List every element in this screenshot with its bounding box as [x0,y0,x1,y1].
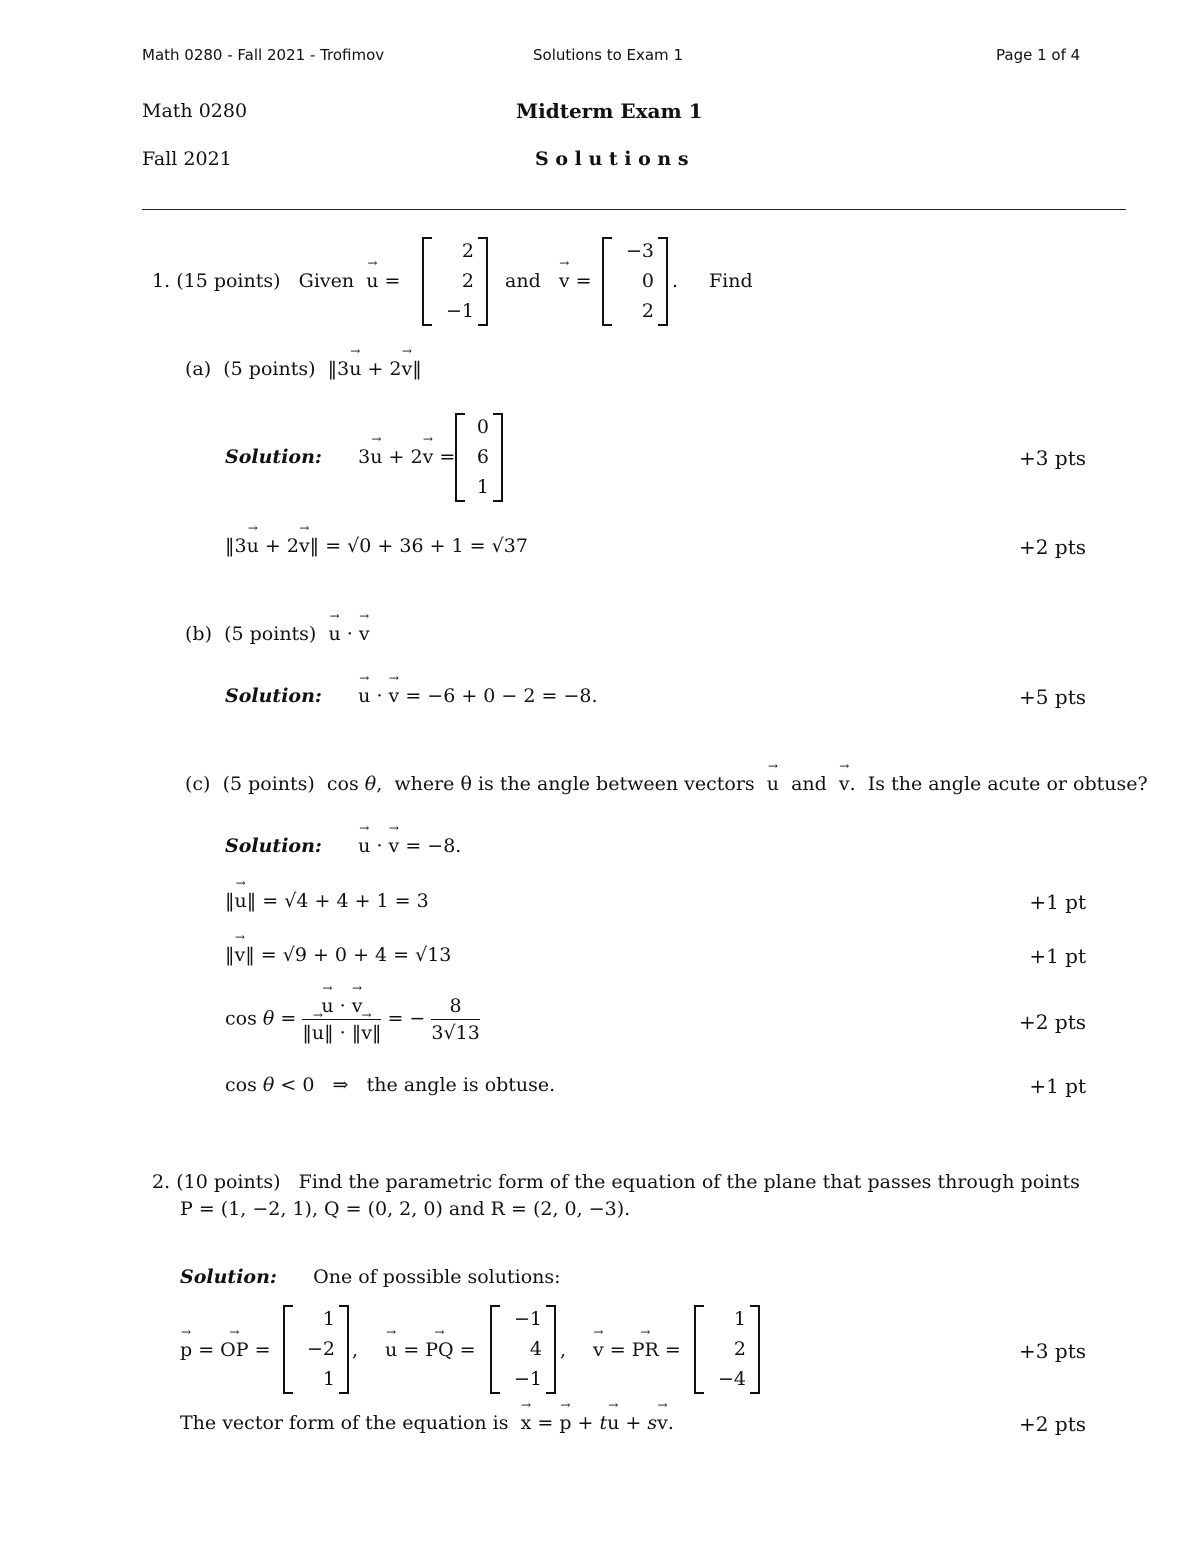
u-matrix [422,237,488,326]
u-entry: 2 [461,240,474,262]
p-entry: 1 [322,1308,335,1330]
score-c-u: +1 pt [1029,890,1086,914]
v-matrix [602,237,668,326]
u-vector-label: u → = PQ → = [385,1339,476,1361]
exam-title: Midterm Exam 1 [516,99,703,123]
v-vector-symbol: v → [657,1412,668,1434]
v-entry: 0 [641,270,654,292]
x-vector-symbol: x → [521,1412,532,1434]
pr-matrix [694,1305,760,1394]
op-vector-symbol: OP → [220,1339,248,1361]
u-vector-symbol: u → [328,623,340,645]
norm-v-line: ‖v →‖ = √9 + 0 + 4 = √13 [225,944,451,966]
p-vector-symbol: p → [559,1412,571,1434]
score-2a: +3 pts [1019,1339,1086,1363]
conclusion-text: the angle is obtuse. [366,1074,556,1096]
pr-vector-symbol: PR → [632,1339,659,1361]
result-entry: 6 [476,446,489,468]
u-vector-symbol: u → [349,358,361,380]
u-vector-symbol: u → [358,835,370,857]
part-c-points: (5 points) [222,773,315,795]
u-vector-symbol: u → [312,1022,324,1044]
u-vector-symbol: u → [247,535,259,557]
problem2-solution-line [180,1266,561,1288]
v-vector-symbol: v → [352,995,363,1017]
period: . [672,270,679,292]
score-2b: +2 pts [1019,1412,1086,1436]
problem1-given-word: Given [298,270,355,292]
dot-result: = −6 + 0 − 2 = −8. [405,685,598,707]
problem1-statement: 1. (15 points) Given u → = [152,270,400,292]
running-header-left: Math 0280 - Fall 2021 - Trofimov [142,46,385,64]
v-vector-symbol: v → [359,623,370,645]
part-c-label: (c) [185,773,211,795]
cos-result-denominator: 3√13 [431,1022,480,1044]
running-header-page: Page 1 of 4 [996,46,1081,64]
p-entry: −2 [306,1338,335,1360]
problem1-points: (15 points) [176,270,281,292]
result-matrix [455,413,503,502]
pq-matrix [490,1305,556,1394]
norm-u-line: ‖u →‖ = √4 + 4 + 1 = 3 [225,890,429,912]
part-b-question: (b) (5 points) u → · v → [185,623,370,645]
and-word: and [791,773,827,795]
solution-label: Solution: [225,446,322,468]
v-vector-label: v → = PR → = [593,1339,681,1361]
conclusion-line: cos θ < 0 ⇒ the angle is obtuse. [225,1074,556,1096]
pq-entry: −1 [513,1368,542,1390]
comma: , [352,1339,359,1361]
p-entry: 1 [322,1368,335,1390]
problem1-number: 1. [152,270,171,292]
u-entry: −1 [445,300,474,322]
u-vector-symbol: u → [235,890,247,912]
cos-line: cos θ = $\frac{u \to \cdot v \to}{‖u \to‖ \cdot ‖v \to‖}$ = − $\frac{8}{3√13}$ [225,995,480,1044]
v-vector-symbol: v → [235,944,246,966]
part-c-question: (c) (5 points) cos θ, where θ is the angle between vectors u → and v →. Is the angle acute or obtuse? [185,773,1148,795]
v-vector-symbol: v → [361,1022,372,1044]
score-c-v: +1 pt [1029,944,1086,968]
p-matrix [283,1305,349,1394]
v-vector-symbol: v → [299,535,310,557]
cos-fraction: $\frac{u \to \cdot v \to}{‖u \to‖ \cdot ‖v \to‖}$ [302,995,381,1044]
v-vector-symbol: v → [402,358,413,380]
course-name: Math 0280 [142,100,248,122]
norm-u-result: = √4 + 4 + 1 = 3 [262,890,429,912]
part-c-question-end: Is the angle acute or obtuse? [867,773,1148,795]
part-c-solution-line: Solution: u → · v → = −8. [225,835,461,857]
part-a-norm-line: ‖3u → + 2v →‖ = √0 + 36 + 1 = √37 [225,535,528,557]
term: Fall 2021 [142,148,232,170]
v-vector-symbol: v → [389,835,400,857]
pq-vector-symbol: PQ → [425,1339,453,1361]
u-vector-symbol: u → [321,995,333,1017]
part-c-question-mid: where θ is the angle between vectors [394,773,755,795]
pr-entry: 1 [733,1308,746,1330]
pr-entry: 2 [733,1338,746,1360]
dot-result: = −8. [405,835,462,857]
problem1-and-v: and v → = [505,270,592,292]
solutions-subtitle: S o l u t i o n s [535,148,689,170]
problem2-number: 2. [152,1171,171,1193]
u-vector-symbol: u → [370,446,382,468]
part-a-label: (a) [185,358,212,380]
v-entry: −3 [625,240,654,262]
norm-result: = √0 + 36 + 1 = √37 [325,535,528,557]
title-divider [142,209,1126,210]
running-header-center: Solutions to Exam 1 [533,46,683,64]
problem2-points: (10 points) [176,1171,281,1193]
result-entry: 0 [476,416,489,438]
p-vector-label: p → = OP → = [180,1339,271,1361]
norm-v-result: = √9 + 0 + 4 = √13 [260,944,452,966]
v-entry: 2 [641,300,654,322]
result-entry: 1 [476,476,489,498]
part-a-points: (5 points) [223,358,316,380]
vector-form-text: The vector form of the equation is [180,1412,509,1434]
part-b-solution-line: Solution: u → · v → = −6 + 0 − 2 = −8. [225,685,598,707]
p-vector-symbol: p → [180,1339,192,1361]
score-b: +5 pts [1019,685,1086,709]
score-c-concl: +1 pt [1029,1074,1086,1098]
comma: , [560,1339,567,1361]
pq-entry: 4 [529,1338,542,1360]
solution-label: Solution: [180,1266,277,1288]
v-vector-symbol: v → [593,1339,604,1361]
and-word: and [505,270,541,292]
part-a-question: (a) (5 points) ‖3u → + 2v →‖ [185,358,422,380]
u-vector-symbol: u → [607,1412,619,1434]
pq-entry: −1 [513,1308,542,1330]
v-vector-symbol: v → [839,773,850,795]
u-entry: 2 [461,270,474,292]
v-vector-symbol: v → [423,446,434,468]
u-vector-symbol: u → [385,1339,397,1361]
problem2-text-line2: P = (1, −2, 1), Q = (0, 2, 0) and R = (2, 0, −3). [180,1198,631,1220]
part-b-points: (5 points) [224,623,317,645]
score-c-cos: +2 pts [1019,1010,1086,1034]
score-a1: +3 pts [1019,446,1086,470]
pr-entry: −4 [717,1368,746,1390]
u-vector-symbol: u → [358,685,370,707]
problem2-text-line1: Find the parametric form of the equation of the plane that passes through points [298,1171,1080,1193]
u-vector-symbol: u → [366,270,378,292]
part-b-label: (b) [185,623,212,645]
v-vector-symbol: v → [559,270,570,292]
find-word: Find [709,270,753,292]
part-a-solution-line: Solution: 3u → + 2v → = [225,446,455,468]
solution-label: Solution: [225,835,322,857]
problem2-statement [152,1171,1080,1193]
solution-intro: One of possible solutions: [313,1266,561,1288]
u-vector-symbol: u → [767,773,779,795]
vector-form-line: The vector form of the equation is x → = p → + tu → + sv →. [180,1412,674,1434]
cos-result-fraction [431,995,479,1044]
cos-result-numerator: 8 [431,995,479,1020]
score-a2: +2 pts [1019,535,1086,559]
solution-label: Solution: [225,685,322,707]
v-vector-symbol: v → [389,685,400,707]
